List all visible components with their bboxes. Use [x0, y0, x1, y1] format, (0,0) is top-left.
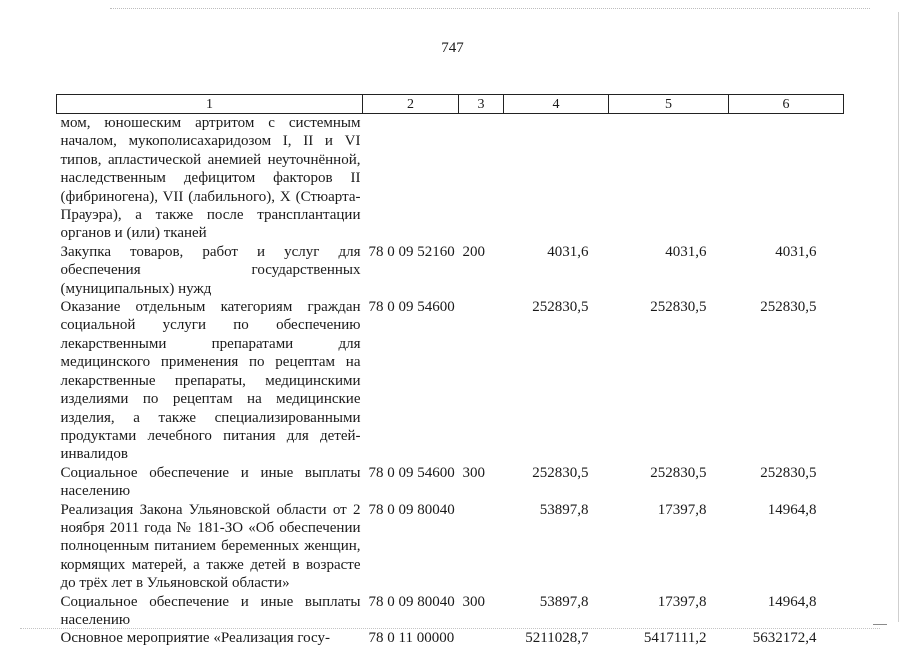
- row-name: Социальное обеспечение и иные выплаты населению: [60, 464, 361, 500]
- row-amount-year-2: 252830,5: [650, 299, 707, 316]
- row-code: 78 0 09 54600: [368, 464, 455, 481]
- header-col-2: 2: [363, 95, 459, 114]
- row-amount-year-3: [729, 114, 844, 243]
- row-amount-year-1: 53897,8: [539, 593, 589, 610]
- row-amount-year-3: 252830,5: [760, 299, 817, 316]
- table-header-row: [57, 95, 844, 114]
- row-amount-year-1: 252830,5: [532, 464, 589, 481]
- row-amount-year-3: 5632172,4: [752, 630, 817, 647]
- row-amount-year-2: 17397,8: [657, 593, 707, 610]
- header-col-5: 5: [609, 95, 729, 114]
- row-name: Оказание отдельным категориям граждан социальной услуги по обеспечению лекарственными препаратами для медицинского применения по рецептам на лекарственные препараты, медицинскими изделиями по рецептам на медицинские изделия, а также специализированными продуктами лечебного питания для детей-инвалидов: [60, 299, 361, 463]
- row-amount-year-1: [504, 114, 609, 243]
- row-amount-year-3: 14964,8: [767, 501, 817, 518]
- header-col-1: 1: [57, 95, 363, 114]
- row-code: 78 0 11 00000: [368, 630, 455, 647]
- row-name: Реализация Закона Ульяновской области от 2 ноября 2011 года № 181-ЗО «Об обеспечении полноценным питанием беременных женщин, кормящих матерей, а также детей в возрасте до трёх лет в Ульяновской области»: [60, 501, 361, 592]
- table-row: [57, 501, 844, 593]
- row-expense-type: [459, 629, 504, 649]
- row-amount-year-2: 5417111,2: [643, 630, 707, 647]
- table-row: [57, 464, 844, 501]
- table-row: [57, 629, 844, 649]
- scan-corner-mark: [873, 624, 887, 631]
- table-row: [57, 593, 844, 630]
- row-amount-year-1: 5211028,7: [525, 630, 589, 647]
- row-amount-year-3: 252830,5: [760, 464, 817, 481]
- row-expense-type: 300: [462, 593, 485, 610]
- row-amount-year-2: 17397,8: [657, 501, 707, 518]
- row-expense-type: [459, 298, 504, 464]
- scan-top-edge: [110, 8, 870, 9]
- header-col-6: 6: [729, 95, 844, 114]
- row-expense-type: [459, 501, 504, 593]
- row-amount-year-2: 252830,5: [650, 464, 707, 481]
- row-amount-year-2: [609, 114, 729, 243]
- row-expense-type: [459, 114, 504, 243]
- scan-bottom-edge: [20, 628, 880, 629]
- scan-right-edge: [898, 12, 899, 622]
- row-expense-type: 200: [462, 243, 485, 260]
- table-row: [57, 114, 844, 243]
- row-name: Основное мероприятие «Реализация госу-: [60, 630, 330, 647]
- header-col-4: 4: [504, 95, 609, 114]
- row-code: 78 0 09 52160: [368, 243, 455, 260]
- budget-table: [56, 94, 844, 649]
- row-amount-year-1: 53897,8: [539, 501, 589, 518]
- row-name: мом, юношеским артритом с системным началом, мукополисахаридозом I, II и VI типов, апластической анемией неуточнённой, наследственным дефицитом факторов II (фибриногена), VII (лабильного), X (Стюарта-Прауэра), а также после трансплантации органов и (или) тканей: [60, 115, 361, 242]
- row-amount-year-2: 4031,6: [665, 243, 707, 260]
- header-col-3: 3: [459, 95, 504, 114]
- table-row: [57, 243, 844, 298]
- row-code: 78 0 09 80040: [368, 501, 455, 518]
- row-amount-year-3: 14964,8: [767, 593, 817, 610]
- row-code: 78 0 09 54600: [368, 299, 455, 316]
- row-name: Закупка товаров, работ и услуг для обеспечения государственных (муниципальных) нужд: [60, 243, 361, 297]
- row-code: [363, 114, 459, 243]
- row-amount-year-1: 4031,6: [547, 243, 589, 260]
- row-name: Социальное обеспечение и иные выплаты населению: [60, 593, 361, 628]
- row-amount-year-3: 4031,6: [775, 243, 817, 260]
- table-row: [57, 298, 844, 464]
- page-number: 747: [441, 40, 464, 56]
- row-amount-year-1: 252830,5: [532, 299, 589, 316]
- row-code: 78 0 09 80040: [368, 593, 455, 610]
- row-expense-type: 300: [462, 464, 485, 481]
